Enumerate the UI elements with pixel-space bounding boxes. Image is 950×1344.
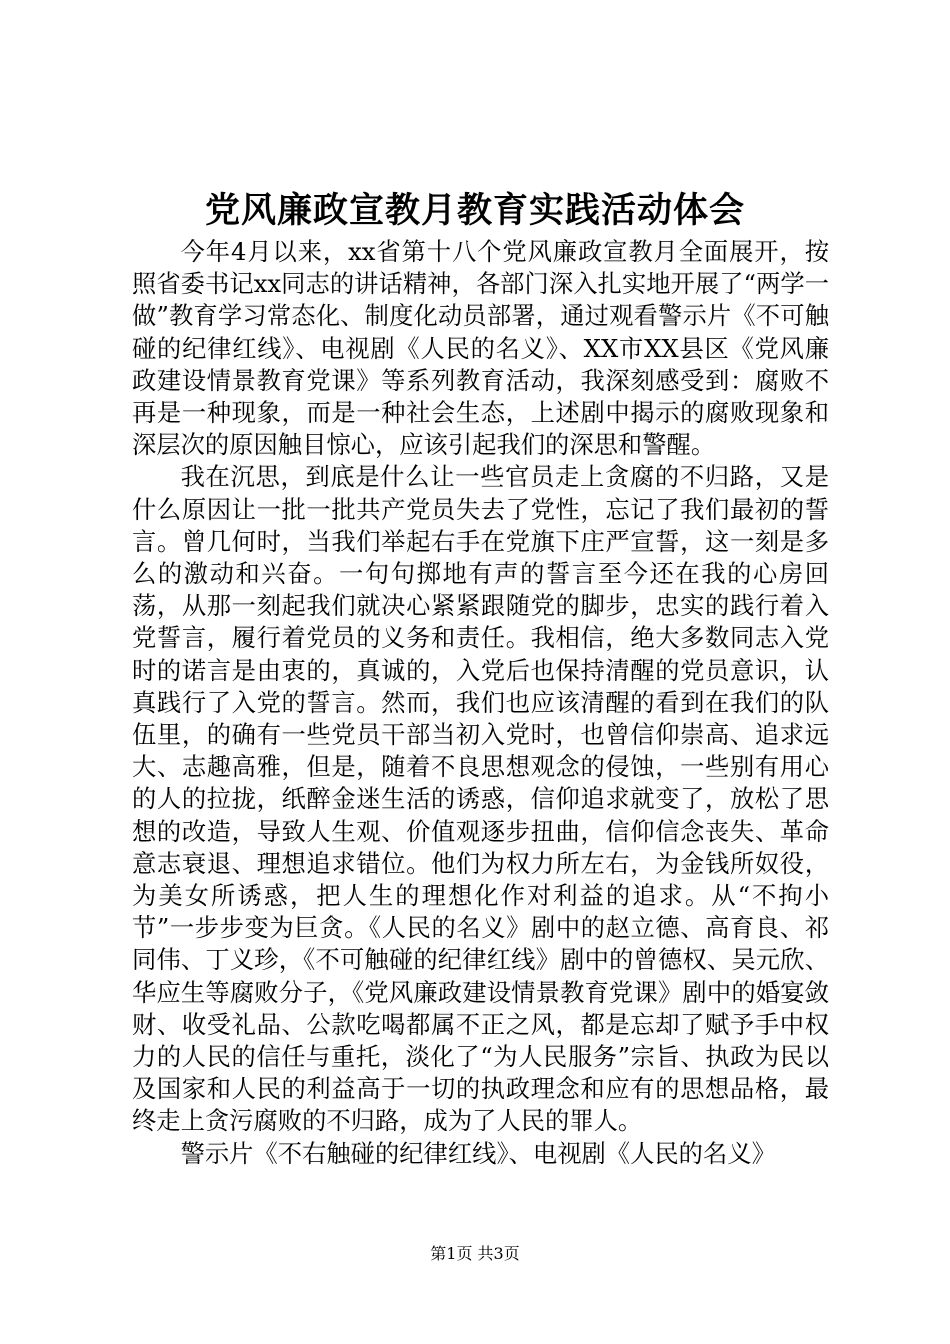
document-body (132, 236, 829, 1170)
paragraph-2: 我在沉思，到底是什么让一些官员走上贪腐的不归路，又是什么原因让一批一批共产党员失去了党性，忘记了我们最初的誓言。曾几何时，当我们举起右手在党旗下庄严宣誓，这一刻是多么的激动和兴奋。一句句掷地有声的誓言至今还在我的心房回荡，从那一刻起我们就决心紧紧跟随党的脚步，忠实的践行着入党誓言，履行着党员的义务和责任。我相信，绝大多数同志入党时的诺言是由衷的，真诚的，入党后也保持清醒的党员意识，认真践行了入党的誓言。然而，我们也应该清醒的看到在我们的队伍里，的确有一些党员干部当初入党时，也曾信仰崇高、追求远大、志趣高雅，但是，随着不良思想观念的侵蚀，一些别有用心的人的拉拢，纸醉金迷生活的诱惑，信仰追求就变了，放松了思想的改造，导致人生观、价值观逐步扭曲，信仰信念丧失、革命意志衰退、理想追求错位。他们为权力所左右，为金钱所奴役，为美女所诱惑，把人生的理想化作对利益的追求。从“不拘小节”一步步变为巨贪。《人民的名义》剧中的赵立德、高育良、祁同伟、丁义珍，《不可触碰的纪律红线》剧中的曾德权、吴元欣、华应生等腐败分子，《党风廉政建设情景教育党课》剧中的婚宴敛财、收受礼品、公款吃喝都属不正之风，都是忘却了赋予手中权力的人民的信任与重托，淡化了“为人民服务”宗旨、执政为民以及国家和人民的利益高于一切的执政理念和应有的思想品格，最终走上贪污腐败的不归路，成为了人民的罪人。 (132, 462, 829, 1136)
document-title: 党风廉政宣教月教育实践活动体会 (204, 190, 745, 231)
page-footer: 第1页 共3页 (430, 1244, 520, 1263)
paragraph-3: 警示片《不右触碰的纪律红线》、电视剧《人民的名义》 (180, 1138, 776, 1168)
paragraph-1: 今年4月以来，xx省第十八个党风廉政宣教月全面展开，按照省委书记xx同志的讲话精神，各部门深入扎实地开展了“两学一做”教育学习常态化、制度化动员部署，通过观看警示片《不可触碰的纪律红线》、电视剧《人民的名义》、XX市XX县区《党风廉政建设情景教育党课》等系列教育活动，我深刻感受到：腐败不再是一种现象，而是一种社会生态，上述剧中揭示的腐败现象和深层次的原因触目惊心，应该引起我们的深思和警醒。 (132, 237, 829, 460)
